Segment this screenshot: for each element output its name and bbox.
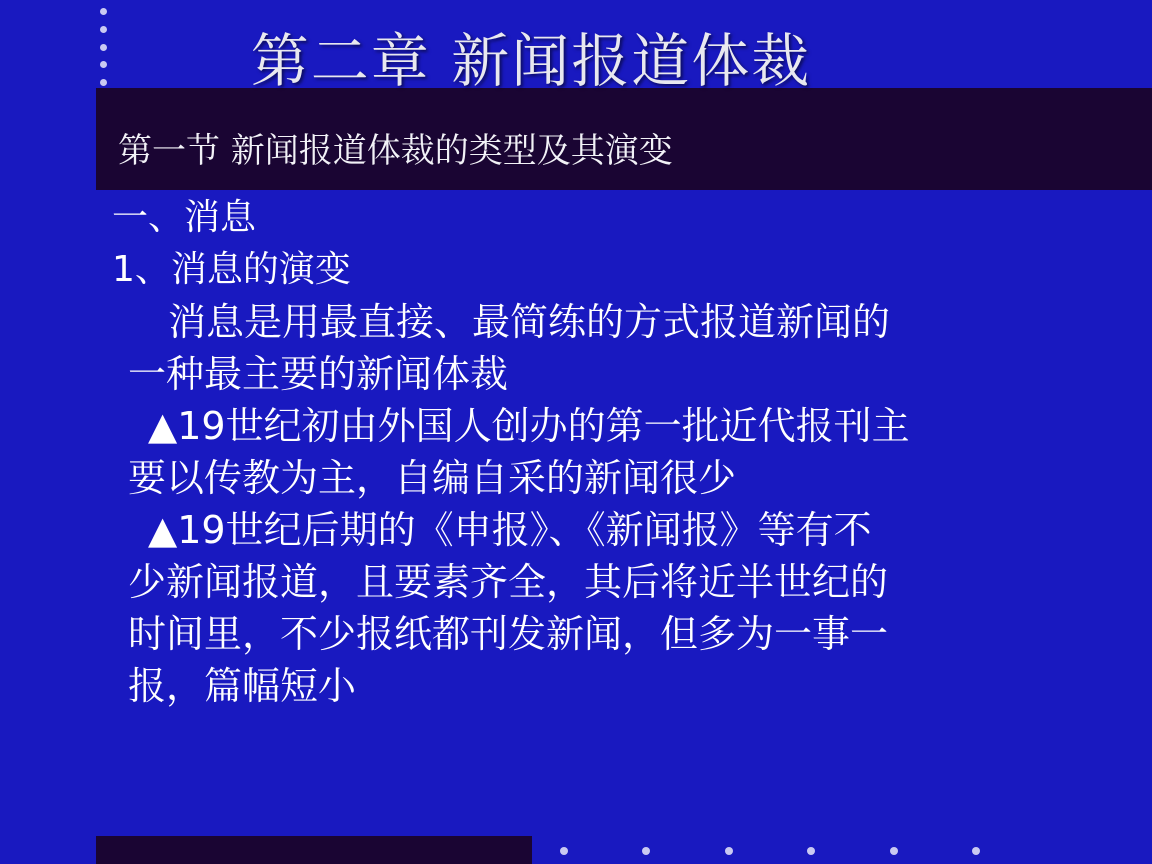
- dot-icon: [560, 847, 568, 855]
- slide-title: 第二章 新闻报道体裁: [250, 27, 812, 95]
- dot-icon: [807, 847, 815, 855]
- paragraph-line: 消息是用最直接、最简练的方式报道新闻的: [168, 300, 891, 344]
- outline-item-1: 一、消息: [112, 197, 257, 238]
- paragraph-line: 少新闻报道，且要素齐全，其后将近半世纪的: [128, 560, 889, 604]
- dot-icon: [725, 847, 733, 855]
- paragraph-line: 要以传教为主，自编自采的新闻很少: [128, 456, 737, 500]
- paragraph-line: 一种最主要的新闻体裁: [128, 352, 509, 396]
- paragraph-bullet-1: [112, 400, 1092, 504]
- paragraph-line: 报，篇幅短小: [128, 664, 357, 708]
- dot-icon: [642, 847, 650, 855]
- dot-icon: [100, 8, 107, 15]
- bottom-bar: [96, 836, 532, 864]
- outline-item-2: 1、消息的演变: [112, 249, 351, 290]
- paragraph-definition: [112, 296, 1092, 400]
- section-heading: 第一节 新闻报道体裁的类型及其演变: [118, 131, 673, 171]
- paragraph-line: ▲19世纪后期的《申报》、《新闻报》等有不: [148, 508, 872, 552]
- paragraph-line: 时间里，不少报纸都刊发新闻，但多为一事一: [128, 612, 889, 656]
- slide-body: [112, 192, 1092, 712]
- dot-icon: [890, 847, 898, 855]
- dot-icon: [972, 847, 980, 855]
- decorative-dots-bottom: [560, 846, 980, 856]
- paragraph-bullet-2: [112, 504, 1092, 712]
- paragraph-line: ▲19世纪初由外国人创办的第一批近代报刊主: [148, 404, 910, 448]
